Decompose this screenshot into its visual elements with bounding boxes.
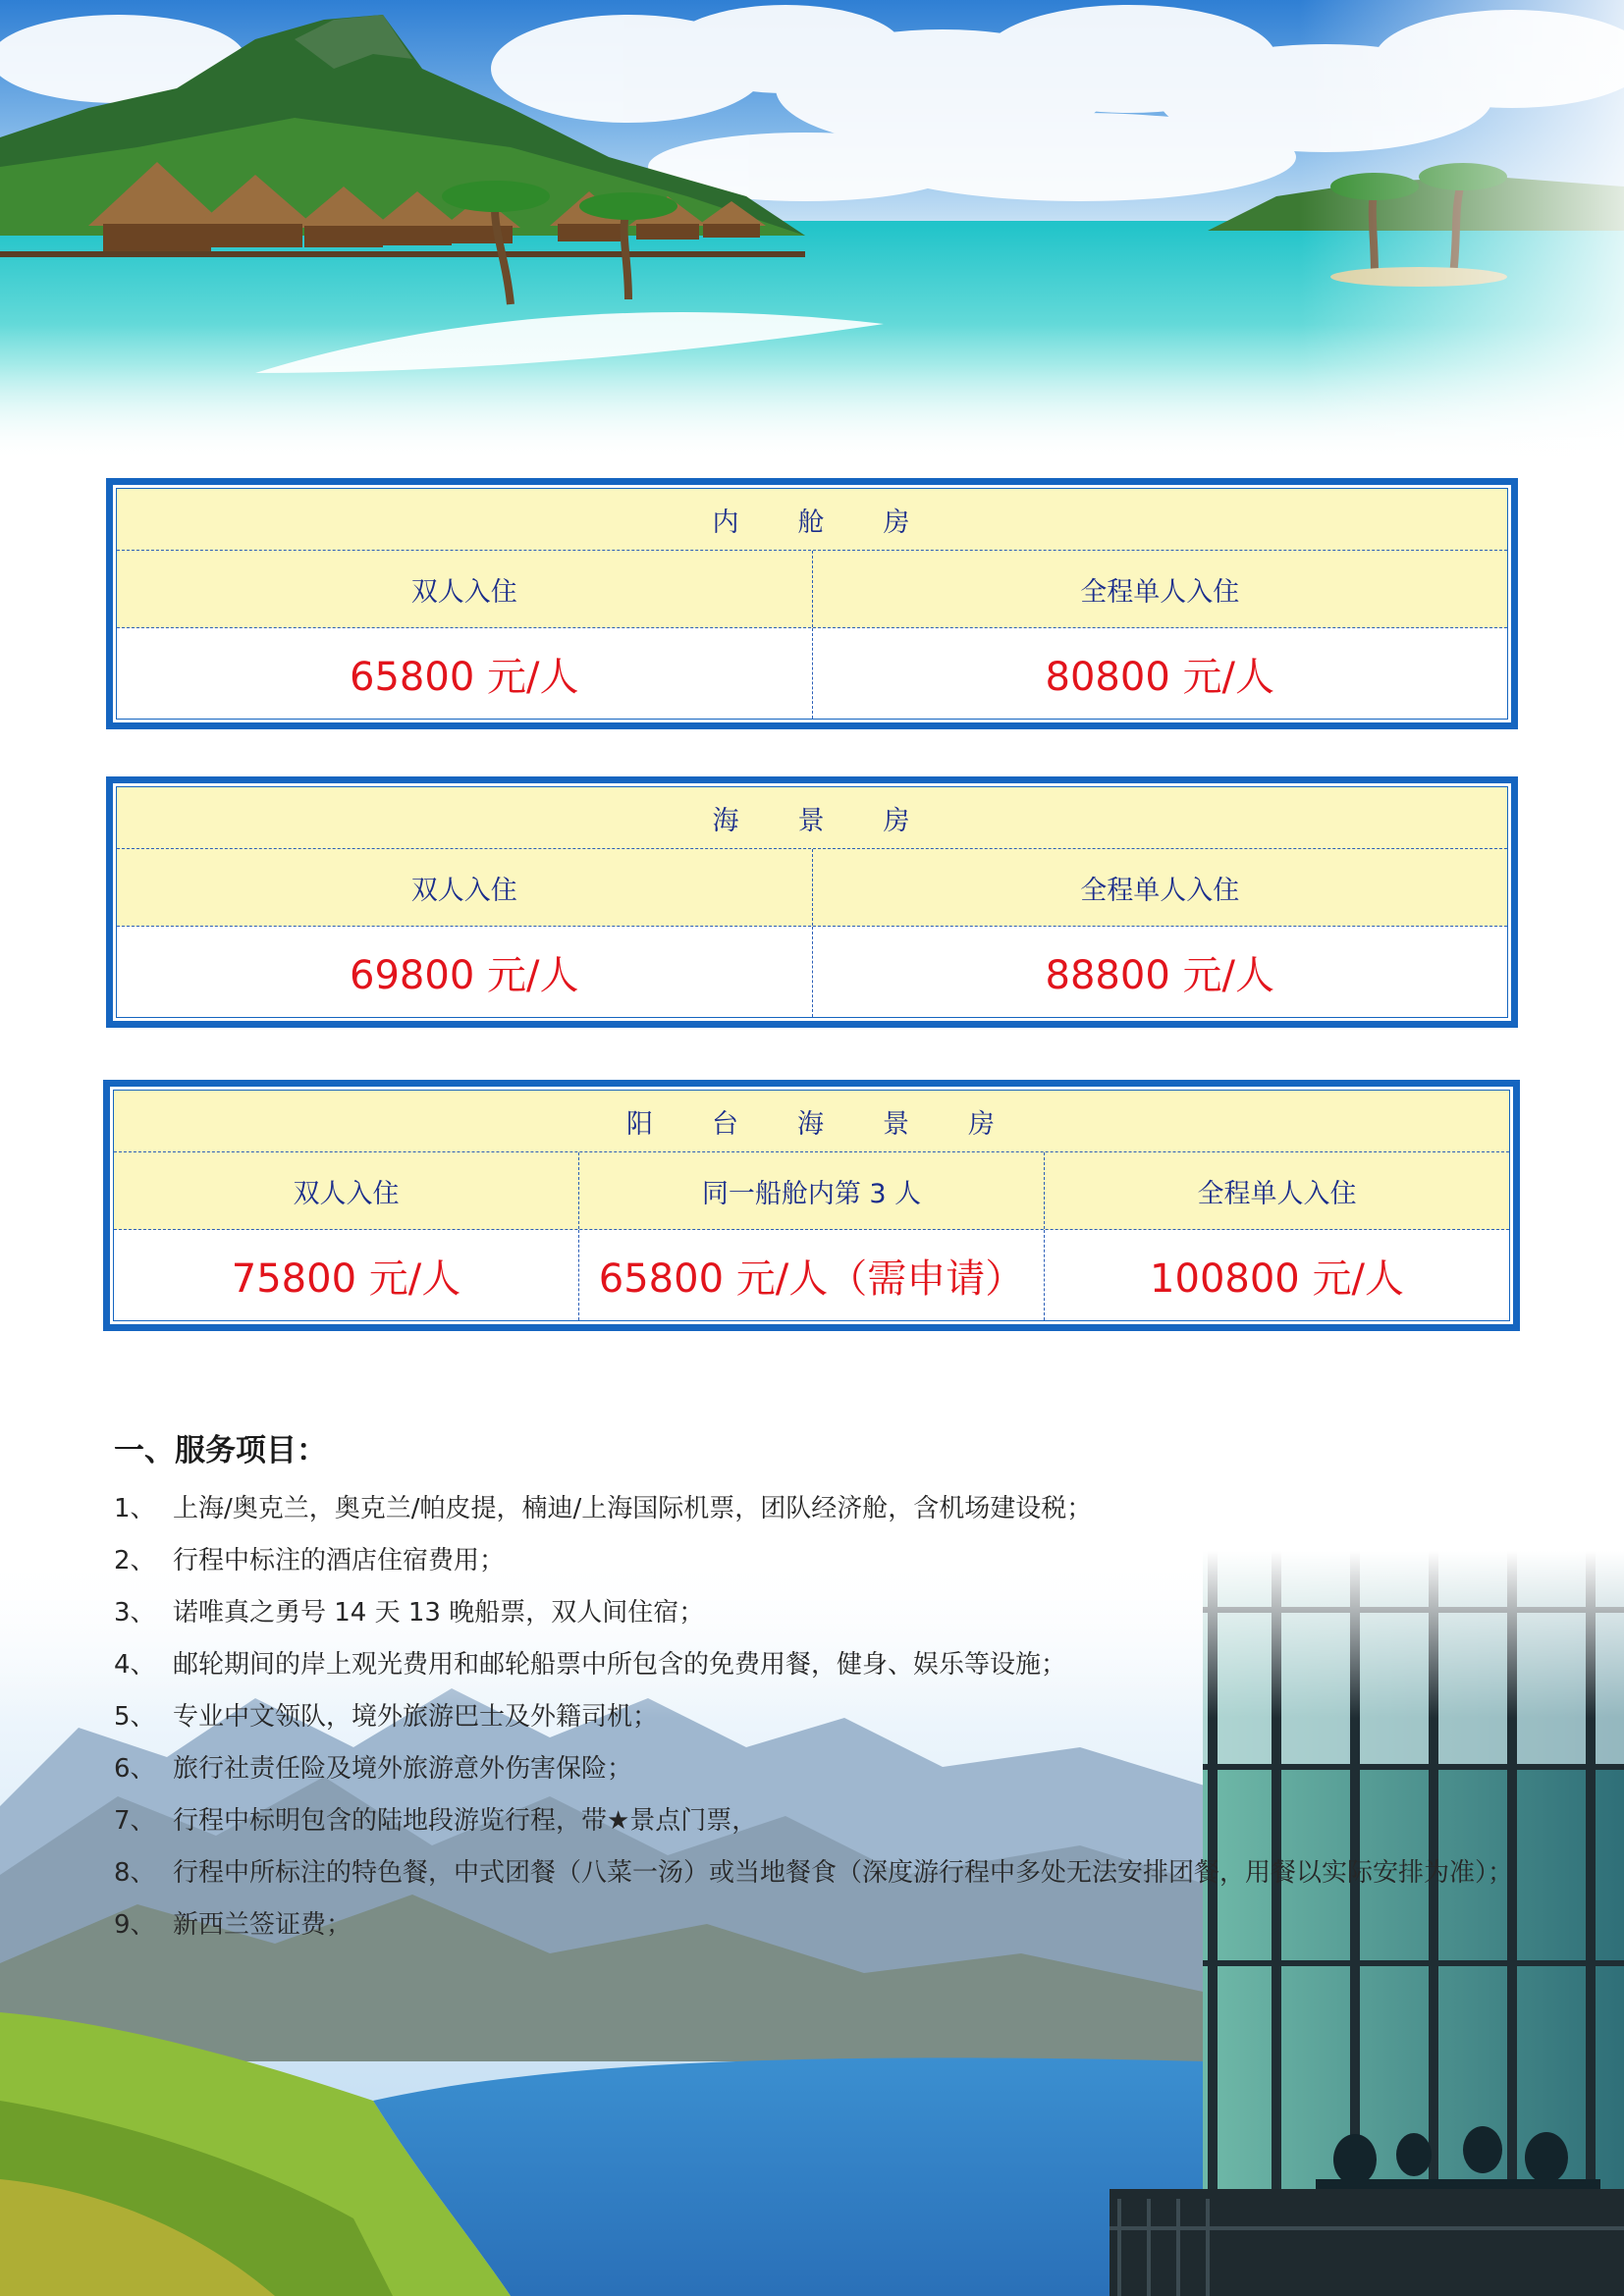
column-header: 全程单人入住 [1080, 875, 1240, 906]
table-price-row [117, 927, 1507, 1017]
price-value: 65800 元/人 [350, 654, 579, 700]
list-item-number: 2、 [114, 1546, 156, 1575]
list-item [114, 1483, 1528, 1535]
list-item [114, 1691, 1528, 1743]
price-table-ocean-view [106, 776, 1518, 1028]
hero-banner-image [0, 0, 1624, 461]
table-price-row [117, 628, 1507, 719]
table-header-row [117, 551, 1507, 628]
list-item-text: 旅行社责任险及境外旅游意外伤害保险； [173, 1754, 633, 1784]
column-header: 双人入住 [410, 576, 517, 608]
list-item-text: 邮轮期间的岸上观光费用和邮轮船票中所包含的免费用餐，健身、娱乐等设施； [173, 1650, 1067, 1680]
list-item-number: 4、 [114, 1650, 156, 1680]
list-item-text: 行程中标明包含的陆地段游览行程，带★景点门票， [173, 1806, 758, 1836]
list-item [114, 1743, 1528, 1795]
list-item-text: 专业中文领队，境外旅游巴士及外籍司机； [173, 1702, 659, 1732]
list-item-text: 行程中标注的酒店住宿费用； [173, 1546, 506, 1575]
list-item-text: 上海/奥克兰，奥克兰/帕皮提，楠迪/上海国际机票，团队经济舱，含机场建设税； [173, 1494, 1093, 1523]
table-title-row [114, 1091, 1509, 1152]
price-value: 80800 元/人 [1045, 654, 1274, 700]
list-item-number: 3、 [114, 1598, 156, 1628]
table-header-row [117, 849, 1507, 927]
list-item-number: 7、 [114, 1806, 156, 1836]
services-section [114, 1425, 1528, 1951]
price-value: 65800 元/人（需申请） [598, 1255, 1025, 1302]
list-item-number: 9、 [114, 1910, 156, 1940]
list-item-text: 新西兰签证费； [173, 1910, 352, 1940]
list-item [114, 1535, 1528, 1587]
list-item [114, 1899, 1528, 1951]
table-title-row [117, 787, 1507, 849]
column-header: 全程单人入住 [1080, 576, 1240, 608]
list-item-text: 行程中所标注的特色餐，中式团餐（八菜一汤）或当地餐食（深度游行程中多处无法安排团餐，用餐以实际安排为准）； [173, 1858, 1514, 1888]
list-item-number: 1、 [114, 1494, 156, 1523]
column-header: 同一船舱内第 3 人 [701, 1178, 922, 1209]
services-list [114, 1483, 1528, 1951]
table-title: 海 景 房 [712, 805, 912, 836]
services-heading: 一、服务项目： [114, 1433, 327, 1468]
column-header: 全程单人入住 [1197, 1178, 1357, 1209]
list-item [114, 1587, 1528, 1639]
list-item [114, 1639, 1528, 1691]
price-value: 100800 元/人 [1150, 1255, 1404, 1302]
list-item [114, 1847, 1528, 1899]
list-item-number: 8、 [114, 1858, 156, 1888]
price-table-inside-cabin [106, 478, 1518, 729]
price-value: 69800 元/人 [350, 952, 579, 998]
table-title: 阳 台 海 景 房 [626, 1108, 997, 1140]
list-item-number: 5、 [114, 1702, 156, 1732]
list-item [114, 1795, 1528, 1847]
table-header-row [114, 1152, 1509, 1230]
table-title: 内 舱 房 [712, 507, 912, 538]
table-title-row [117, 489, 1507, 551]
price-table-balcony-ocean-view [103, 1080, 1520, 1331]
table-price-row [114, 1230, 1509, 1320]
column-header: 双人入住 [410, 875, 517, 906]
list-item-number: 6、 [114, 1754, 156, 1784]
price-value: 88800 元/人 [1045, 952, 1274, 998]
price-value: 75800 元/人 [231, 1255, 461, 1302]
list-item-text: 诺唯真之勇号 14 天 13 晚船票，双人间住宿； [173, 1598, 705, 1628]
column-header: 双人入住 [293, 1178, 400, 1209]
